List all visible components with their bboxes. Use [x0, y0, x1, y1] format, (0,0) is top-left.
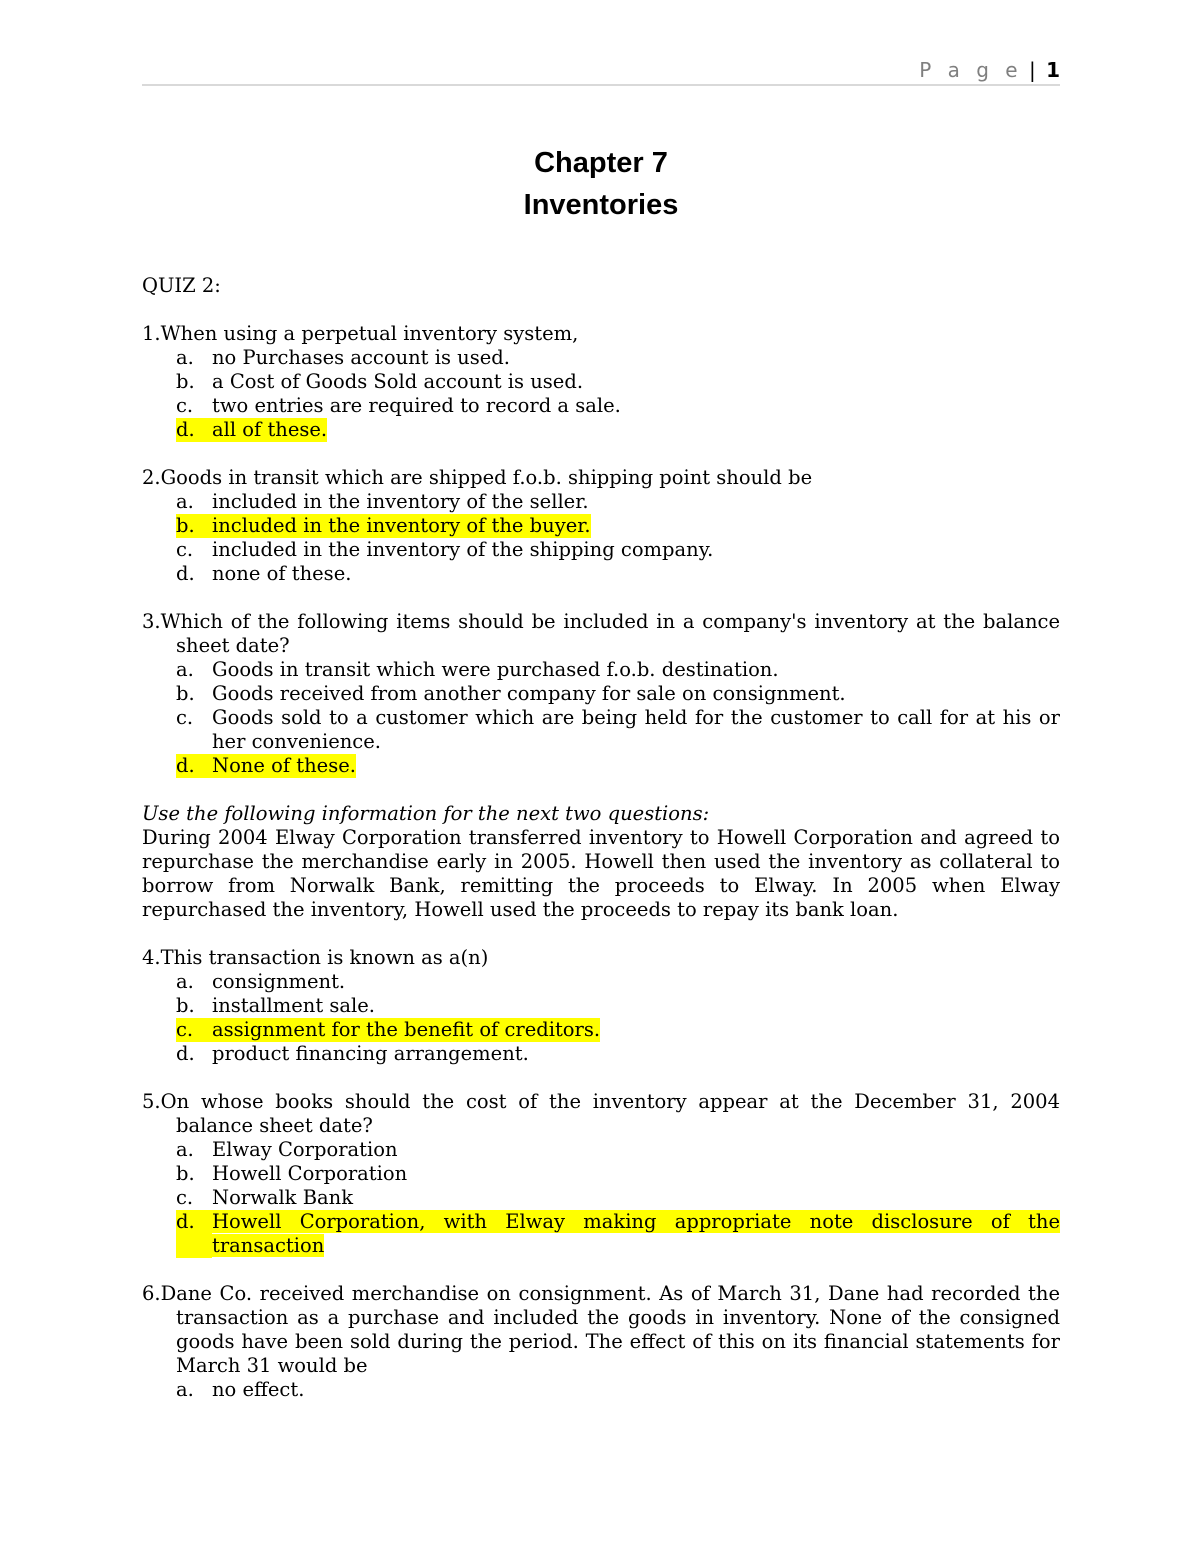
option-letter: c.	[176, 538, 194, 561]
page-number: 1	[1046, 58, 1060, 82]
option-letter: a.	[176, 1378, 194, 1401]
option-letter: c.	[176, 1018, 194, 1041]
option-text: none of these.	[212, 562, 352, 585]
option-text: Goods in transit which were purchased f.o.b. destination.	[212, 658, 779, 681]
question-text: When using a perpetual inventory system,	[160, 322, 579, 345]
question-text: Dane Co. received merchandise on consignment. As of March 31, Dane had recorded the transaction as a purchase and included the goods in inventory. None of the consigned goods have been sold during the period. The effect of this on its financial statements for March 31 would be	[160, 1282, 1060, 1377]
question-number: 4.	[142, 946, 161, 969]
question-text: Which of the following items should be included in a company's inventory at the balance sheet date?	[160, 610, 1060, 657]
option-text: included in the inventory of the seller.	[212, 490, 589, 513]
option-d-highlighted	[176, 1210, 1060, 1258]
option-text: consignment.	[212, 970, 346, 993]
quiz-content	[142, 274, 1060, 1426]
option-letter: d.	[176, 562, 195, 585]
option-c	[176, 706, 1060, 754]
option-letter: b.	[176, 994, 195, 1017]
question-5	[142, 1090, 1060, 1258]
question-stem	[142, 322, 1060, 346]
answer-options	[142, 658, 1060, 778]
answer-options	[142, 1138, 1060, 1258]
question-stem	[142, 610, 1060, 658]
option-a	[176, 490, 1060, 514]
question-2	[142, 466, 1060, 586]
option-letter: a.	[176, 970, 194, 993]
info-heading: Use the following information for the next two questions:	[142, 802, 710, 825]
option-text: all of these.	[212, 418, 328, 441]
option-b	[176, 682, 1060, 706]
option-a	[176, 970, 1060, 994]
option-text: Goods sold to a customer which are being held for the customer to call for at his or her convenience.	[212, 706, 1060, 753]
option-d	[176, 562, 1060, 586]
page-label: P a g e	[919, 58, 1023, 82]
option-letter: b.	[176, 1162, 195, 1185]
option-text: Howell Corporation	[212, 1162, 408, 1185]
question-3	[142, 610, 1060, 778]
answer-options	[142, 346, 1060, 442]
chapter-title: Chapter 7	[534, 147, 668, 179]
option-text: product financing arrangement.	[212, 1042, 529, 1065]
option-text: a Cost of Goods Sold account is used.	[212, 370, 584, 393]
option-a	[176, 658, 1060, 682]
answer-options	[142, 1378, 1060, 1402]
question-1	[142, 322, 1060, 442]
option-text: two entries are required to record a sale.	[212, 394, 621, 417]
option-a	[176, 1378, 1060, 1402]
option-letter: b.	[176, 514, 195, 537]
question-number: 5.	[142, 1090, 161, 1113]
page-number-indicator	[919, 58, 1060, 82]
question-stem	[142, 466, 1060, 490]
option-a	[176, 346, 1060, 370]
option-b-highlighted	[176, 514, 1060, 538]
option-letter: a.	[176, 1138, 194, 1161]
option-letter: a.	[176, 658, 194, 681]
option-d-highlighted	[176, 754, 1060, 778]
option-text: included in the inventory of the shipping company.	[212, 538, 714, 561]
option-c-highlighted	[176, 1018, 1060, 1042]
option-letter: d.	[176, 1042, 195, 1065]
option-letter: b.	[176, 682, 195, 705]
option-text: assignment for the benefit of creditors.	[212, 1018, 601, 1041]
option-text: Norwalk Bank	[212, 1186, 354, 1209]
option-text: no Purchases account is used.	[212, 346, 510, 369]
info-text: During 2004 Elway Corporation transferred inventory to Howell Corporation and agreed to repurchase the merchandise early in 2005. Howell then used the inventory as collateral to borrow from Norwalk Bank, remitting the proceeds to Elway. In 2005 when Elway repurchased the inventory, Howell used the proceeds to repay its bank loan.	[142, 826, 1060, 921]
option-b	[176, 1162, 1060, 1186]
question-6	[142, 1282, 1060, 1402]
option-c	[176, 538, 1060, 562]
option-text: installment sale.	[212, 994, 375, 1017]
option-b	[176, 994, 1060, 1018]
option-letter: d.	[176, 418, 195, 441]
option-text: Howell Corporation, with Elway making appropriate note disclosure of the transaction	[212, 1210, 1060, 1257]
option-letter: b.	[176, 370, 195, 393]
question-4	[142, 946, 1060, 1066]
option-letter: d.	[176, 754, 195, 777]
option-letter: c.	[176, 706, 194, 729]
question-number: 2.	[142, 466, 161, 489]
option-text: Elway Corporation	[212, 1138, 398, 1161]
question-text: This transaction is known as a(n)	[160, 946, 489, 969]
question-stem	[142, 1282, 1060, 1378]
question-stem	[142, 946, 1060, 970]
chapter-subject: Inventories	[523, 189, 679, 221]
option-letter: a.	[176, 490, 194, 513]
option-text: None of these.	[212, 754, 356, 777]
option-text: included in the inventory of the buyer.	[212, 514, 591, 537]
option-text: Goods received from another company for sale on consignment.	[212, 682, 846, 705]
document-title	[142, 142, 1060, 226]
question-stem	[142, 1090, 1060, 1138]
quiz-label: QUIZ 2:	[142, 274, 221, 297]
info-block	[142, 802, 1060, 922]
option-b	[176, 370, 1060, 394]
question-text: Goods in transit which are shipped f.o.b. shipping point should be	[160, 466, 813, 489]
answer-options	[142, 970, 1060, 1066]
option-c	[176, 1186, 1060, 1210]
question-text: On whose books should the cost of the inventory appear at the December 31, 2004 balance sheet date?	[160, 1090, 1060, 1137]
page-header	[142, 58, 1060, 86]
option-letter: d.	[176, 1210, 212, 1258]
option-c	[176, 394, 1060, 418]
option-letter: a.	[176, 346, 194, 369]
question-number: 3.	[142, 610, 161, 633]
option-letter: c.	[176, 394, 194, 417]
question-number: 1.	[142, 322, 161, 345]
page-separator: |	[1028, 58, 1036, 82]
option-a	[176, 1138, 1060, 1162]
option-d-highlighted	[176, 418, 1060, 442]
answer-options	[142, 490, 1060, 586]
option-letter: c.	[176, 1186, 194, 1209]
option-text: no effect.	[212, 1378, 305, 1401]
option-d	[176, 1042, 1060, 1066]
question-number: 6.	[142, 1282, 161, 1305]
